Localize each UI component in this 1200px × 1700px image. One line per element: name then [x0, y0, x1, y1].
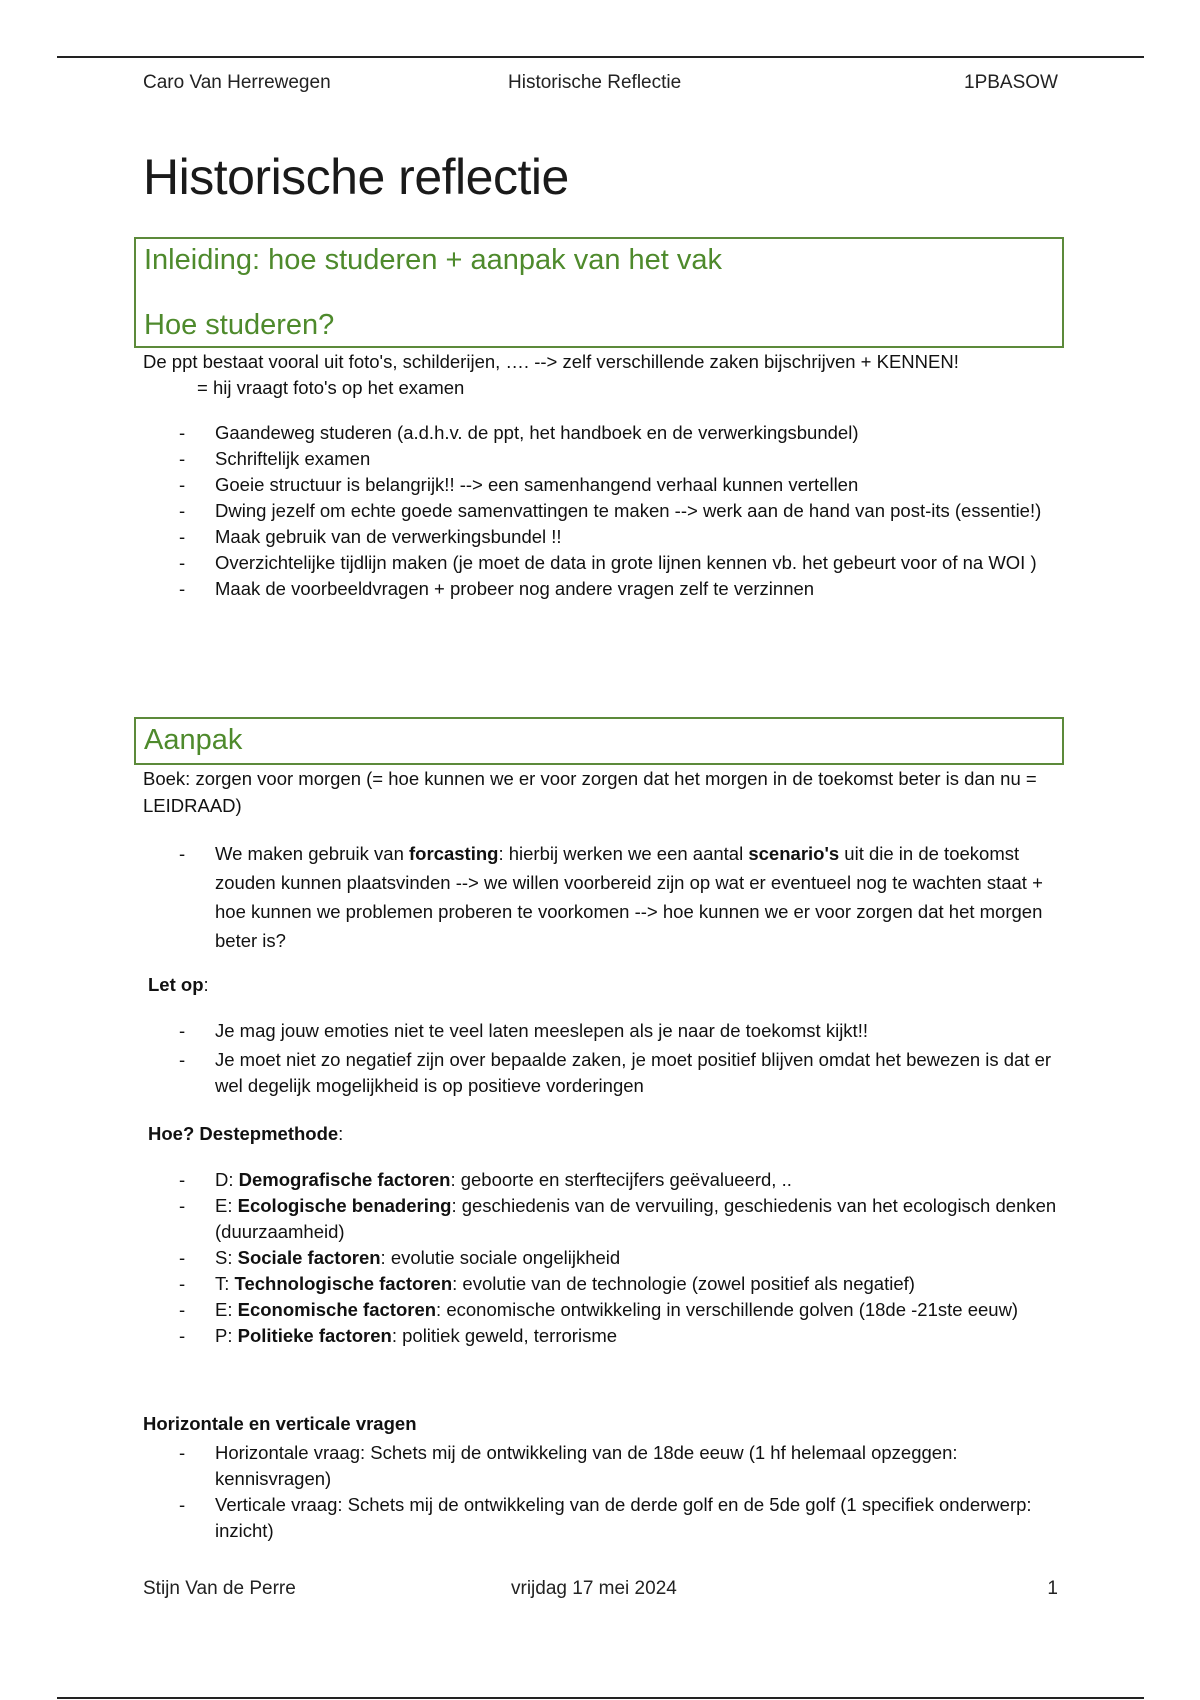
list-item: - Verticale vraag: Schets mij de ontwikkeling van de derde golf en de 5de golf (1 specifiek onderwerp: inzicht) [143, 1492, 1058, 1544]
section-heading-box-aanpak [134, 717, 1064, 765]
header-code: 1PBASOW [964, 72, 1058, 93]
list-item: - Dwing jezelf om echte goede samenvattingen te maken --> werk aan de hand van post-its (essentie!) [143, 498, 1058, 524]
forecasting-list [143, 839, 1058, 955]
intro-paragraph: De ppt bestaat vooral uit foto's, schilderijen, …. --> zelf verschillende zaken bijschrijven + KENNEN! [143, 351, 959, 372]
page-number: 1 [1047, 1578, 1058, 1599]
heading-aanpak: Aanpak [144, 724, 243, 756]
heading-inleiding: Inleiding: hoe studeren + aanpak van het vak [144, 244, 723, 276]
aanpak-intro: Boek: zorgen voor morgen (= hoe kunnen we er voor zorgen dat het morgen in de toekomst beter is dan nu = LEIDRAAD) [143, 768, 1037, 816]
list-item: - Goeie structuur is belangrijk!! --> een samenhangend verhaal kunnen vertellen [143, 472, 1058, 498]
let-op-list [143, 1018, 1058, 1099]
list-item: - E: Ecologische benadering: geschiedenis van de vervuiling, geschiedenis van het ecologisch denken (duurzaamheid) [143, 1193, 1058, 1245]
list-item: - We maken gebruik van forcasting: hierbij werken we een aantal scenario's uit die in de toekomst zouden kunnen plaatsvinden --> we willen voorbereid zijn op wat er eventueel nog te wachten staat + hoe kunnen we problemen proberen te voorkomen --> hoe kunnen we er voor zorgen dat het morgen beter is? [143, 839, 1058, 955]
list-item: - T: Technologische factoren: evolutie van de technologie (zowel positief als negatief) [143, 1271, 1058, 1297]
heading-hoe-studeren: Hoe studeren? [144, 309, 335, 341]
list-item: - Schriftelijk examen [143, 446, 1058, 472]
label-horizontale-verticale: Horizontale en verticale vragen [143, 1413, 417, 1434]
list-item: - S: Sociale factoren: evolutie sociale ongelijkheid [143, 1245, 1058, 1271]
list-item: - Maak de voorbeeldvragen + probeer nog andere vragen zelf te verzinnen [143, 576, 1058, 602]
document-title: Historische reflectie [143, 149, 569, 205]
top-rule [57, 56, 1144, 58]
term-forcasting: forcasting [409, 843, 499, 864]
footer-author: Stijn Van de Perre [143, 1578, 296, 1599]
label-destepmethode: Hoe? Destepmethode: [148, 1123, 344, 1144]
list-item: - E: Economische factoren: economische ontwikkeling in verschillende golven (18de -21ste eeuw) [143, 1297, 1058, 1323]
bottom-rule [57, 1697, 1144, 1699]
list-item: - Maak gebruik van de verwerkingsbundel !! [143, 524, 1058, 550]
label-let-op: Let op: [148, 974, 209, 995]
header-course: Historische Reflectie [508, 72, 682, 93]
list-item: - D: Demografische factoren: geboorte en sterftecijfers geëvalueerd, .. [143, 1167, 1058, 1193]
list-item: - Gaandeweg studeren (a.d.h.v. de ppt, het handboek en de verwerkingsbundel) [143, 420, 1058, 446]
destep-list [143, 1167, 1058, 1349]
footer-date: vrijdag 17 mei 2024 [511, 1578, 677, 1599]
section-heading-box-intro [134, 237, 1064, 348]
list-item: - Overzichtelijke tijdlijn maken (je moet de data in grote lijnen kennen vb. het gebeurt voor of na WOI ) [143, 550, 1058, 576]
questions-list [143, 1440, 1058, 1544]
list-item: - Je mag jouw emoties niet te veel laten meeslepen als je naar de toekomst kijkt!! [143, 1018, 1058, 1044]
list-item: - Je moet niet zo negatief zijn over bepaalde zaken, je moet positief blijven omdat het bewezen is dat er wel degelijk mogelijkheid is op positieve vorderingen [143, 1047, 1058, 1099]
intro-note: = hij vraagt foto's op het examen [197, 377, 465, 398]
header-author: Caro Van Herrewegen [143, 72, 331, 93]
term-scenarios: scenario's [748, 843, 840, 864]
list-item: - Horizontale vraag: Schets mij de ontwikkeling van de 18de eeuw (1 hf helemaal opzeggen: kennisvragen) [143, 1440, 1058, 1492]
study-tips-list [143, 420, 1058, 602]
list-item: - P: Politieke factoren: politiek geweld, terrorisme [143, 1323, 1058, 1349]
